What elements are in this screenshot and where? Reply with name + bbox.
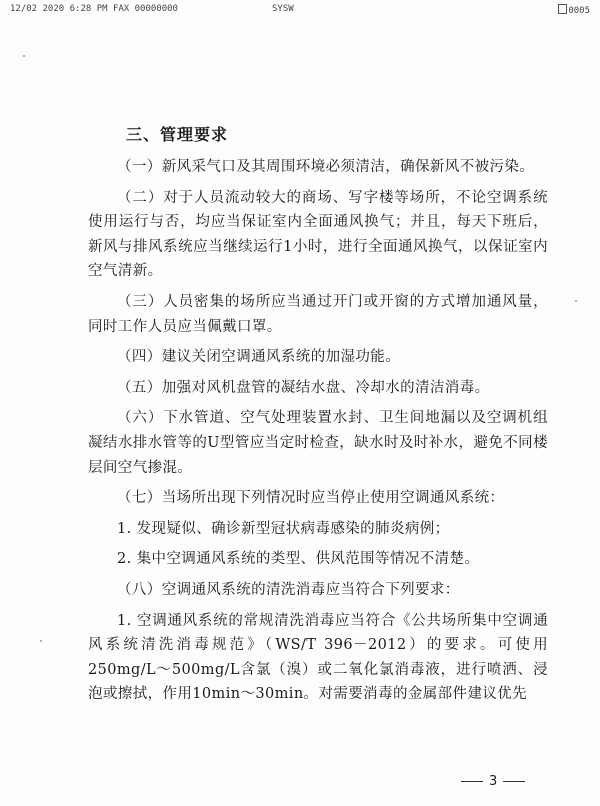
document-body (88, 125, 548, 707)
paragraph-1: （一）新风采气口及其周围环境必须清洁，确保新风不被污染。 (117, 159, 535, 175)
paragraph-8-item-1: 1. 空调通风系统的常规清洗消毒应当符合《公共场所集中空调通风系统清洗消毒规范》（WS/T 396－2012）的要求。可使用250mg/L～500mg/L含氯（溴）或二氧化氯消毒液，进行喷洒、浸泡或擦拭，作用10min～30min。对需要消毒的金属部件建议优先 (88, 612, 548, 703)
fax-page-counter-value: 0005 (568, 6, 590, 16)
paragraph-3: （三）人员密集的场所应当通过开门或开窗的方式增加通风量，同时工作人员应当佩戴口罩。 (88, 293, 548, 335)
paragraph-8: （八）空调通风系统的清洗消毒应当符合下列要求： (117, 581, 460, 598)
paragraph-5: （五）加强对风机盘管的凝结水盘、冷却水的清洁消毒。 (117, 379, 490, 396)
page-number-dash-right (503, 781, 525, 782)
paragraph-4: （四）建议关闭空调通风系统的加湿功能。 (117, 349, 401, 366)
paragraph-7-item-1: 1. 发现疑似、确诊新型冠状病毒感染的肺炎病例； (117, 520, 450, 537)
section-heading: 三、管理要求 (126, 125, 229, 144)
page-icon (558, 4, 567, 14)
paragraph-7-item-2: 2. 集中空调通风系统的类型、供风范围等情况不清楚。 (117, 551, 480, 568)
fax-timestamp: 12/02 2020 6:28 PM FAX 00000000 (10, 4, 178, 14)
scan-speck (575, 300, 577, 302)
scan-speck (23, 55, 25, 57)
scan-speck (40, 640, 42, 642)
paragraph-6: （六）下水管道、空气处理装置水封、卫生间地漏以及空调机组凝结水排水管等的U型管应当定时检查，缺水时及时补水，避免不同楼层间空气掺混。 (88, 410, 548, 476)
paragraph-2: （二）对于人员流动较大的商场、写字楼等场所，不论空调系统使用运行与否，均应当保证室内全面通风换气；并且，每天下班后，新风与排风系统应当继续运行1小时，进行全面通风换气，以保证室内空气清新。 (88, 189, 548, 280)
fax-page-counter (558, 4, 590, 16)
page-number-dash-left (461, 781, 483, 782)
fax-header (10, 4, 590, 18)
page-number-value: 3 (489, 774, 498, 789)
paragraph-7: （七）当场所出现下列情况时应当停止使用空调通风系统： (117, 490, 505, 507)
page-number (455, 774, 531, 789)
fax-sender-id: SYSW (272, 4, 294, 14)
